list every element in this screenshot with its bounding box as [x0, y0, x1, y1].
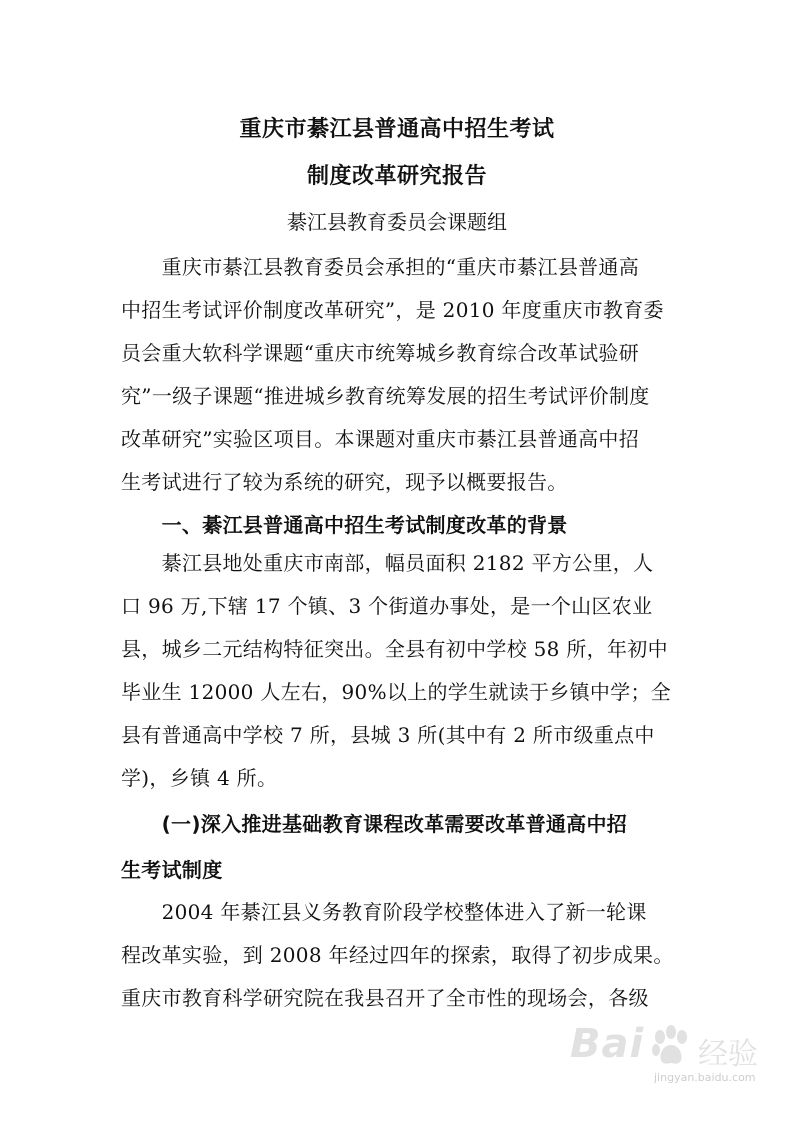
para3-line: 重庆市教育科学研究院在我县召开了全市性的现场会，各级 [121, 986, 649, 1010]
section-heading-2-cont: 生考试制度 [121, 858, 223, 882]
para1-line: 生考试进行了较为系统的研究，现予以概要报告。 [121, 470, 568, 494]
section-heading-1: 一、綦江县普通高中招生考试制度改革的背景 [121, 513, 568, 537]
watermark-brand: Bai [570, 1021, 645, 1067]
paw-icon [648, 1023, 694, 1069]
watermark-brand-cn: 经验 [698, 1037, 758, 1072]
para2-line: 学)，乡镇 4 所。 [121, 766, 278, 790]
para1-line: 中招生考试评价制度改革研究”，是 2010 年度重庆市教育委 [121, 298, 664, 322]
doc-title-line2: 制度改革研究报告 [306, 164, 487, 189]
para1-line: 员会重大软科学课题“重庆市统筹城乡教育综合改革试验研 [121, 341, 640, 365]
para3-line: 2004 年綦江县义务教育阶段学校整体进入了新一轮课 [121, 900, 647, 924]
para1-line: 改革研究”实验区项目。本课题对重庆市綦江县普通高中招 [121, 427, 640, 451]
para2-line: 县，城乡二元结构特征突出。全县有初中学校 58 所，年初中 [121, 637, 668, 661]
para2-line: 县有普通高中学校 7 所，县城 3 所(其中有 2 所市级重点中 [121, 723, 655, 747]
para2-line: 口 96 万,下辖 17 个镇、3 个街道办事处，是一个山区农业 [121, 594, 653, 618]
para1-line: 重庆市綦江县教育委员会承担的“重庆市綦江县普通高 [121, 255, 640, 279]
para2-line: 毕业生 12000 人左右，90%以上的学生就读于乡镇中学；全 [121, 680, 672, 704]
doc-title-line1: 重庆市綦江县普通高中招生考试 [239, 117, 555, 142]
baidu-jingyan-watermark [570, 1013, 760, 1085]
watermark-url: jingyan.baidu.com [654, 1071, 756, 1084]
section-heading-2: (一)深入推进基础教育课程改革需要改革普通高中招 [121, 812, 628, 836]
doc-author: 綦江县教育委员会课题组 [287, 210, 507, 234]
para1-line: 究”一级子课题“推进城乡教育统筹发展的招生考试评价制度 [121, 384, 650, 408]
para3-line: 程改革实验，到 2008 年经过四年的探索，取得了初步成果。 [121, 943, 674, 967]
para2-line: 綦江县地处重庆市南部，幅员面积 2182 平方公里，人 [121, 551, 654, 575]
